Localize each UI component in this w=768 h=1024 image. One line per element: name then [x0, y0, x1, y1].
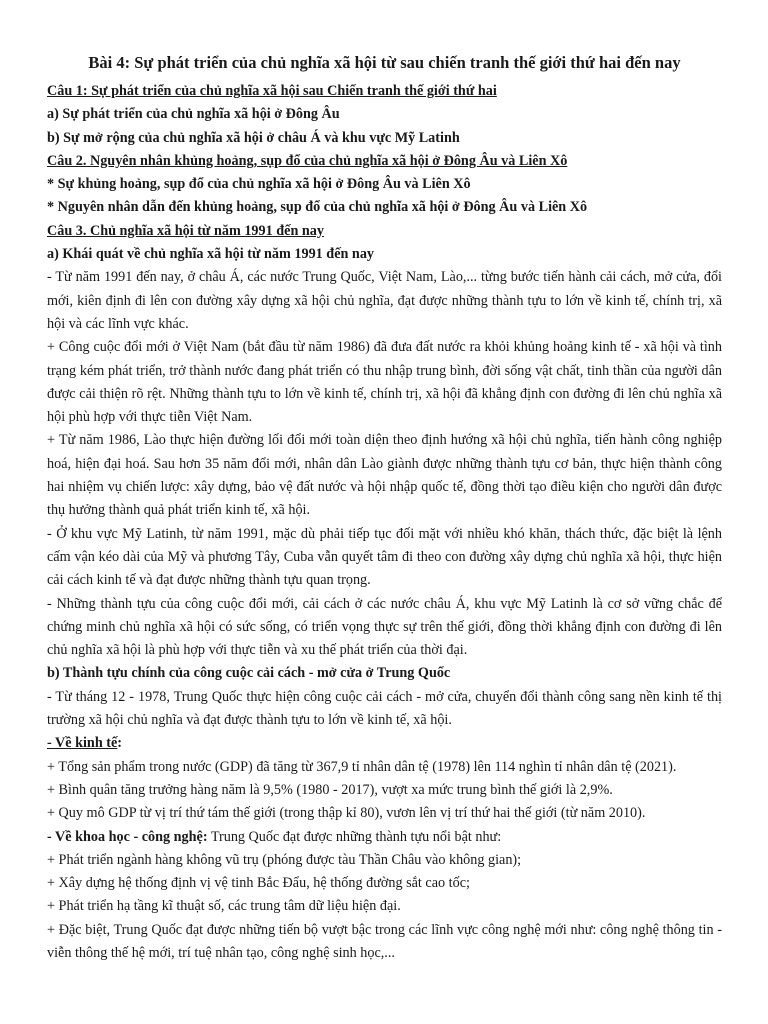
paragraph: + Công cuộc đổi mới ở Việt Nam (bắt đầu từ năm 1986) đã đưa đất nước ra khỏi khủng hoảng kinh tế - xã hội và tình trạng kém phát triển, trở thành nước đang phát triển có thu nhập trung bình, đời sống vật chất, tinh thần của người dân được cải thiện rõ rệt. Những thành tựu to lớn về kinh tế, chính trị, xã hội đã khẳng định con đường đi lên chủ nghĩa xã hội phù hợp với thực tiễn Việt Nam.: [47, 339, 722, 426]
paragraph: - Từ tháng 12 - 1978, Trung Quốc thực hiện công cuộc cải cách - mở cửa, chuyển đổi thành công sang nền kinh tế thị trường xã hội chủ nghĩa và đạt được thành tựu to lớn về kinh tế, xã hội.: [47, 688, 722, 729]
heading-cau-1a: a) Sự phát triển của chủ nghĩa xã hội ở Đông Âu: [47, 106, 340, 123]
heading-cau-2a: * Sự khủng hoảng, sụp đổ của chủ nghĩa xã hội ở Đông Âu và Liên Xô: [47, 176, 471, 193]
paragraph: - Ở khu vực Mỹ Latinh, từ năm 1991, mặc dù phải tiếp tục đối mặt với nhiều khó khăn, thách thức, đặc biệt là lệnh cấm vận kéo dài của Mỹ và phương Tây, Cuba vẫn quyết tâm đi theo con đường xây dựng chủ nghĩa xã hội, thực hiện cải cách kinh tế và đạt được những thành tựu quan trọng.: [47, 525, 722, 589]
khcn-label: - Về khoa học - công nghệ:: [47, 828, 208, 845]
list-item: + Phát triển hạ tầng kĩ thuật số, các trung tâm dữ liệu hiện đại.: [47, 898, 401, 915]
khcn-text: Trung Quốc đạt được những thành tựu nổi bật như:: [207, 828, 502, 845]
khcn-heading: [47, 826, 722, 849]
paragraph: - Những thành tựu của công cuộc đổi mới, cải cách ở các nước châu Á, khu vực Mỹ Latinh là cơ sở vững chắc để chứng minh chủ nghĩa xã hội có sức sống, có triển vọng thực sự trên thế giới, đồng thời khẳng định con đường đi lên chủ nghĩa xã hội là phù hợp với thực tiễn và xu thế phát triển của thời đại.: [47, 595, 722, 659]
heading-cau-3a: a) Khái quát về chủ nghĩa xã hội từ năm 1991 đến nay: [47, 246, 375, 263]
heading-cau-2b: * Nguyên nhân dẫn đến khủng hoảng, sụp đổ của chủ nghĩa xã hội ở Đông Âu và Liên Xô: [47, 199, 588, 216]
heading-cau-1: Câu 1: Sự phát triển của chủ nghĩa xã hội sau Chiến tranh thế giới thứ hai: [47, 83, 497, 99]
heading-cau-3b: b) Thành tựu chính của công cuộc cải cách - mở cửa ở Trung Quốc: [47, 665, 451, 682]
list-item: + Bình quân tăng trưởng hàng năm là 9,5% (1980 - 2017), vượt xa mức trung bình thế giới là 2,9%.: [47, 781, 613, 798]
list-item: + Xây dựng hệ thống định vị vệ tinh Bắc Đẩu, hệ thống đường sắt cao tốc;: [47, 875, 470, 892]
list-item: + Quy mô GDP từ vị trí thứ tám thế giới (trong thập kỉ 80), vươn lên vị trí thứ hai thế giới (từ năm 2010).: [47, 805, 646, 822]
paragraph: - Từ năm 1991 đến nay, ở châu Á, các nước Trung Quốc, Việt Nam, Lào,... từng bước tiến hành cải cách, mở cửa, đổi mới, kiên định đi lên con đường xây dựng xã hội chủ nghĩa, đạt được những thành tựu to lớn về kinh tế, chính trị, xã hội và các lĩnh vực khác.: [47, 269, 722, 332]
kinh-te-heading: [47, 732, 722, 755]
paragraph: + Từ năm 1986, Lào thực hiện đường lối đổi mới toàn diện theo định hướng xã hội chủ nghĩa, tiến hành công nghiệp hoá, hiện đại hoá. Sau hơn 35 năm đổi mới, nhân dân Lào giành được những thành tựu cơ bản, thực hiện thành công hai nhiệm vụ chiến lược: xây dựng, bảo vệ đất nước và hội nhập quốc tế, đồng thời tạo điều kiện cho người dân được thụ hưởng thành quả phát triển kinh tế, xã hội.: [47, 432, 722, 519]
heading-cau-3: Câu 3. Chủ nghĩa xã hội từ năm 1991 đến nay: [47, 222, 324, 239]
list-item: + Phát triển ngành hàng không vũ trụ (phóng được tàu Thần Châu vào không gian);: [47, 851, 522, 868]
kinh-te-label: - Về kinh tế: [47, 735, 118, 752]
list-item: + Đặc biệt, Trung Quốc đạt được những tiến bộ vượt bậc trong các lĩnh vực công nghệ mới như: công nghệ thông tin - viễn thông thế hệ mới, trí tuệ nhân tạo, công nghệ sinh học,...: [47, 921, 722, 961]
heading-cau-2: Câu 2. Nguyên nhân khủng hoảng, sụp đổ của chủ nghĩa xã hội ở Đông Âu và Liên Xô: [47, 152, 568, 169]
kinh-te-colon: :: [117, 735, 123, 752]
heading-cau-1b: b) Sự mở rộng của chủ nghĩa xã hội ở châu Á và khu vực Mỹ Latinh: [47, 129, 460, 146]
document-title: Bài 4: Sự phát triển của chủ nghĩa xã hội từ sau chiến tranh thế giới thứ hai đến nay: [88, 53, 681, 72]
list-item: + Tổng sản phẩm trong nước (GDP) đã tăng từ 367,9 tỉ nhân dân tệ (1978) lên 114 nghìn tỉ nhân dân tệ (2021).: [47, 758, 677, 775]
